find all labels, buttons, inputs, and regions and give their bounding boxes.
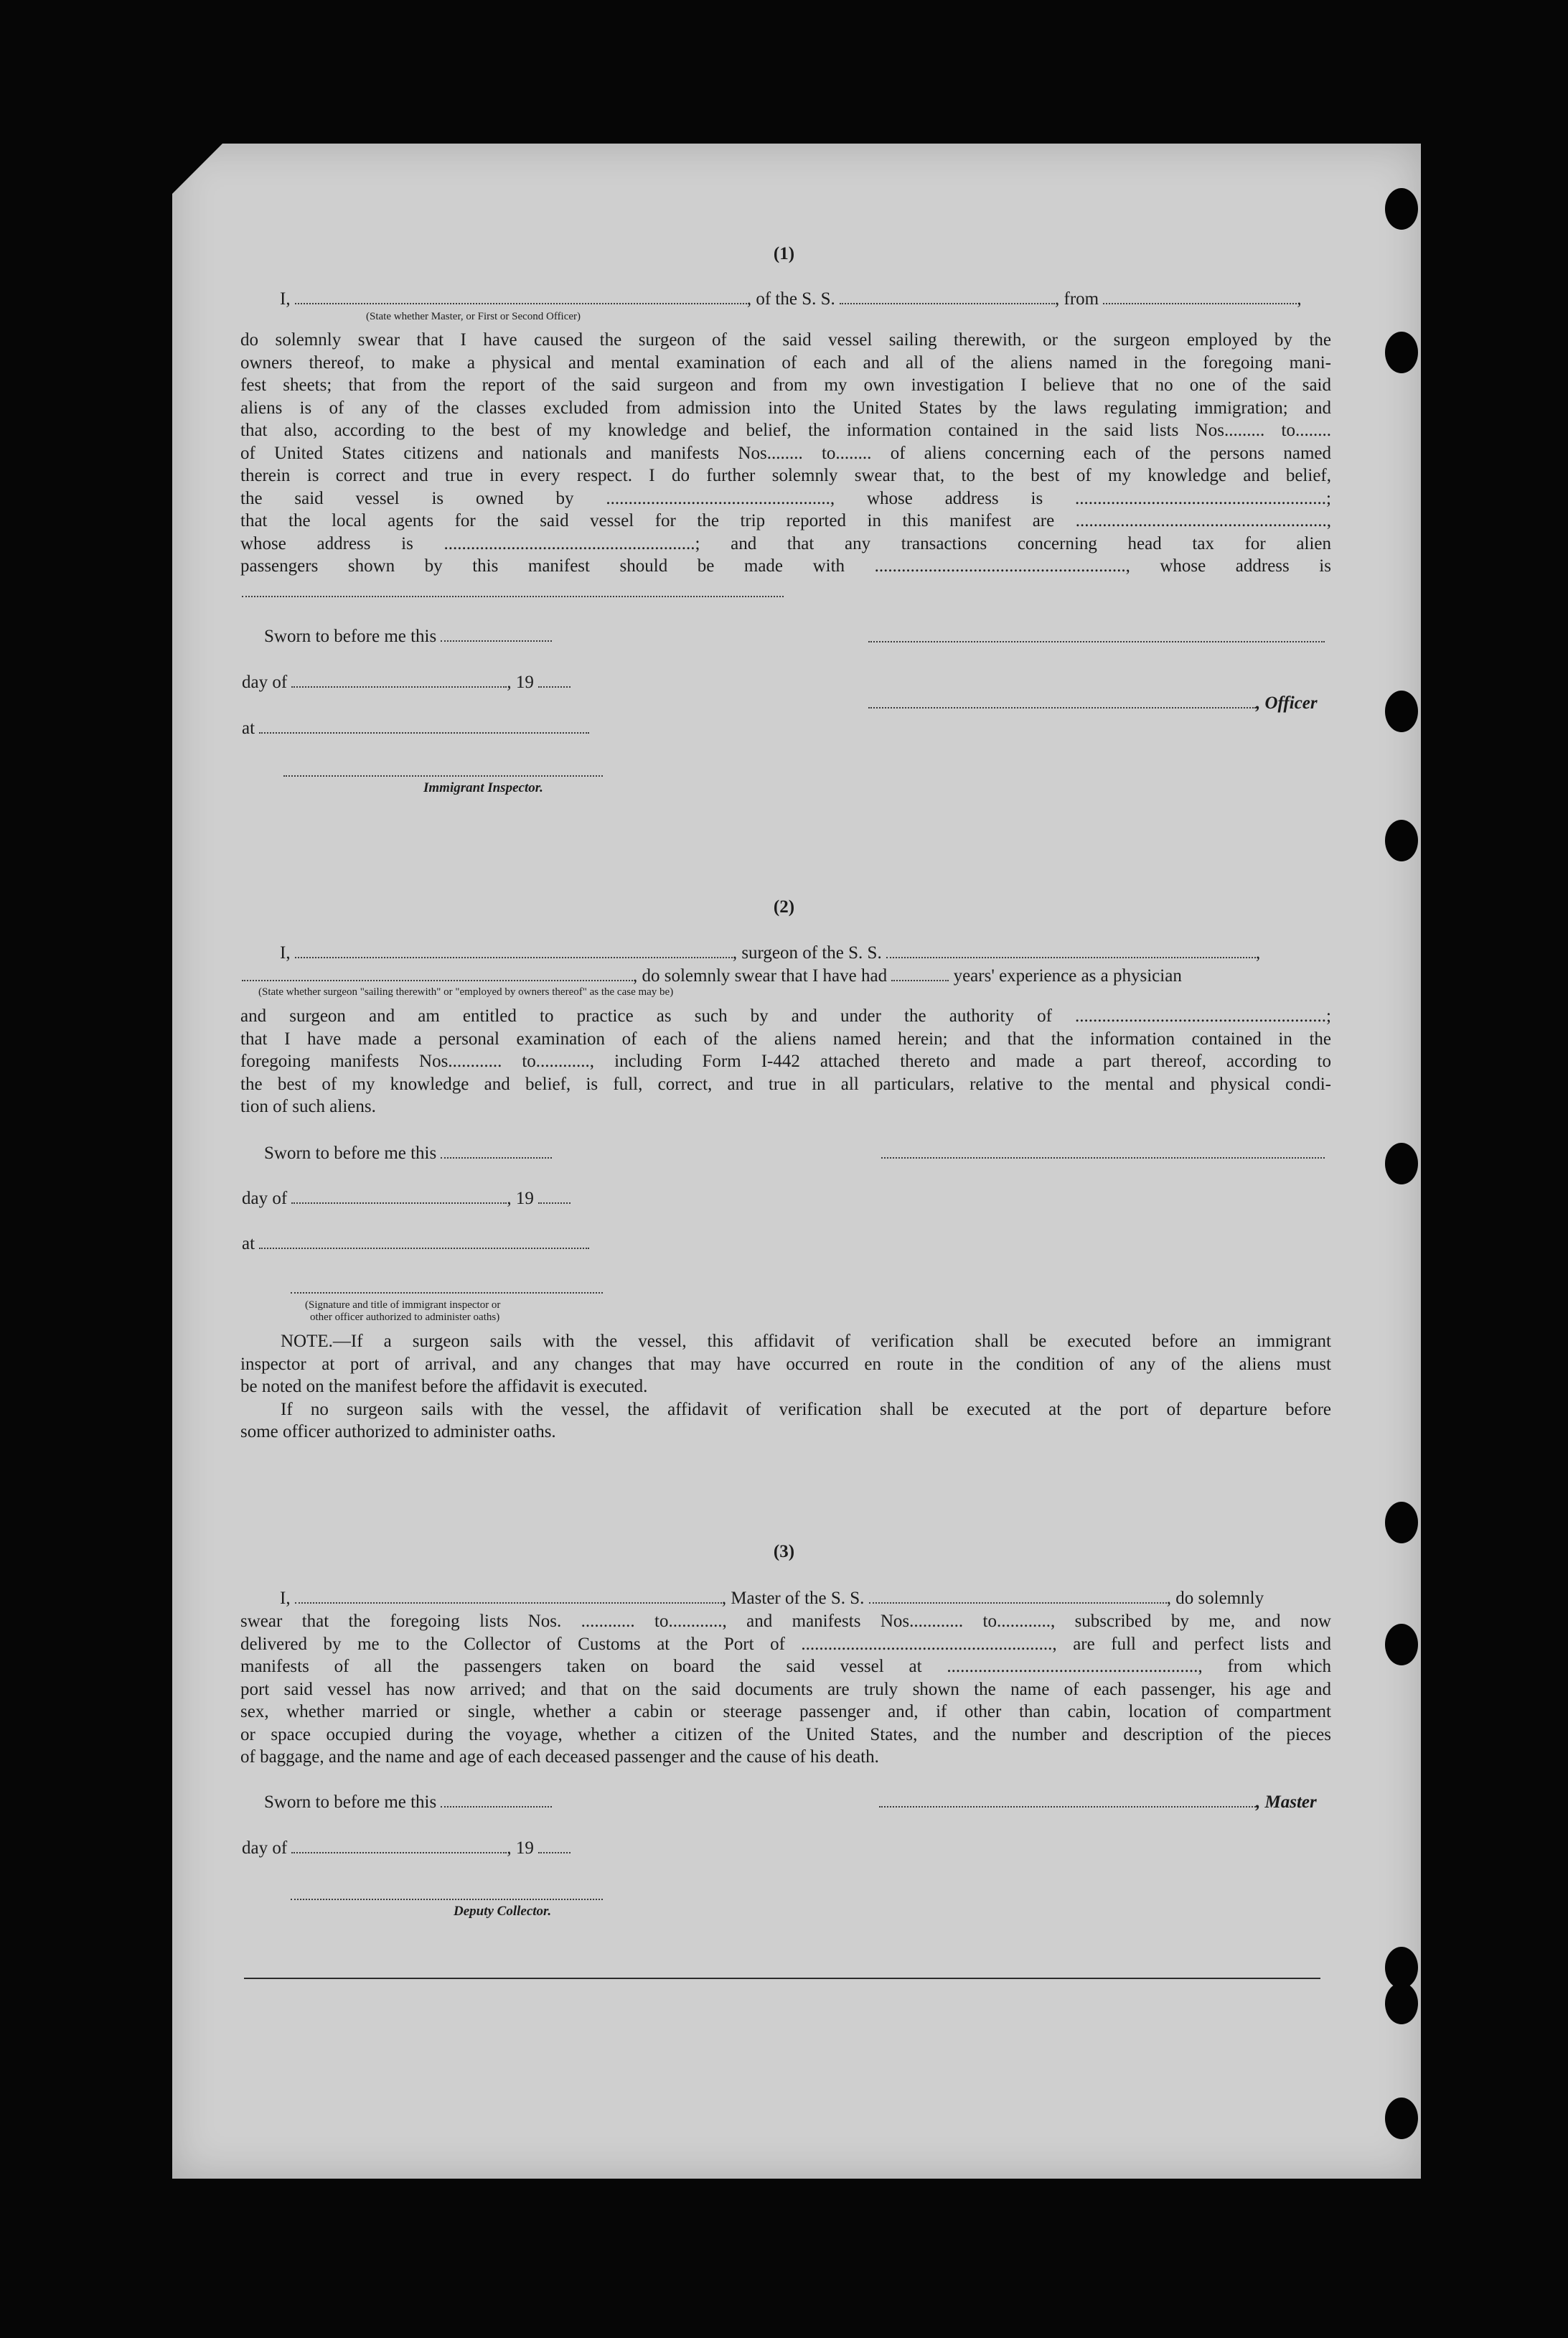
s2-day-line (242, 1188, 571, 1209)
s1-officer-label: , Officer (1256, 693, 1318, 713)
folded-corner (172, 144, 222, 194)
s2-note2-line: some officer authorized to administer oaths. (240, 1422, 556, 1441)
s3-dayof-label: day of (242, 1838, 288, 1858)
s3-year-field[interactable] (538, 1838, 571, 1853)
s2-end: , (1255, 943, 1261, 963)
punch-hole (1385, 2098, 1418, 2139)
s3-sworn-field[interactable] (441, 1792, 552, 1808)
s3-line: port said vessel has now arrived; and that on the said documents are truly shown the name of each passenger, his age and (240, 1679, 1331, 1699)
s3-master-sig-line (879, 1792, 1317, 1813)
s2-oath-paragraph (240, 1005, 1331, 1118)
s1-at-line (242, 718, 589, 739)
section-1-heading: (1) (773, 244, 795, 263)
section-2-heading: (2) (773, 897, 795, 917)
s2-swear-label: , do solemnly swear that I have had (633, 966, 888, 986)
s2-note2-line: If no surgeon sails with the vessel, the affidavit of verification shall be executed at the port of departure before (281, 1399, 1331, 1419)
s3-line: delivered by me to the Collector of Customs at the Port of ........................................................, are full and perfect lists and (240, 1634, 1331, 1654)
s2-dayof-label: day of (242, 1189, 288, 1208)
s1-officer-sig-line1[interactable] (868, 641, 1325, 642)
s2-note-line: be noted on the manifest before the affidavit is executed. (240, 1377, 648, 1396)
s1-line: passengers shown by this manifest should be made with ........................................................, whose address is (240, 556, 1331, 576)
s1-line: of United States citizens and nationals and manifests Nos........ to........ of aliens concerning each of the persons named (240, 443, 1331, 463)
s1-sworn-label: Sworn to before me this (264, 627, 437, 646)
punch-hole (1385, 1502, 1418, 1543)
punch-hole (1385, 188, 1418, 230)
s2-name-field[interactable] (295, 943, 733, 958)
s2-at-label: at (242, 1234, 255, 1253)
s1-oath-paragraph (240, 329, 1331, 578)
punch-hole (1385, 820, 1418, 861)
s3-collector-sig-line[interactable] (291, 1899, 603, 1900)
s3-line: of baggage, and the name and age of each deceased passenger and the cause of his death. (240, 1747, 879, 1767)
s2-years-label: years' experience as a physician (953, 966, 1182, 986)
s2-years-field[interactable] (891, 965, 949, 981)
s1-end: , (1297, 289, 1302, 309)
s1-at-label: at (242, 719, 255, 738)
punch-hole (1385, 1983, 1418, 2024)
s3-19-label: , 19 (507, 1838, 534, 1858)
s1-line: whose address is ........................................................; and that any transactions concerning head tax for alien (240, 533, 1331, 553)
s1-sworn-line (264, 626, 552, 647)
s2-note-line: NOTE.—If a surgeon sails with the vessel, this affidavit of verification shall be executed before an immigrant (281, 1332, 1331, 1351)
s1-officer-note: (State whether Master, or First or Second Officer) (366, 311, 581, 322)
s2-inspector-sig-line[interactable] (291, 1292, 603, 1294)
s2-surgeon-line (280, 943, 1260, 963)
s3-sworn-line (264, 1792, 552, 1813)
s2-vessel-field[interactable] (886, 943, 1256, 958)
punch-hole (1385, 1143, 1418, 1184)
s2-line: tion of such aliens. (240, 1097, 376, 1116)
s1-address-field[interactable] (242, 596, 784, 597)
s2-i: I, (280, 943, 291, 963)
s2-surgeon-sig-line[interactable] (881, 1157, 1325, 1159)
s2-ss-label: , surgeon of the S. S. (732, 943, 882, 963)
s2-sig-note-1: (Signature and title of immigrant inspector or (305, 1299, 501, 1311)
s2-surgeon-note: (State whether surgeon "sailing therewith" or "employed by owners thereof" as the case may be) (258, 986, 674, 998)
punch-hole (1385, 332, 1418, 373)
s1-year-field[interactable] (538, 672, 571, 688)
s1-at-field[interactable] (259, 718, 589, 734)
s1-inspector-caption: Immigrant Inspector. (423, 780, 543, 795)
s3-line: swear that the foregoing lists Nos. ............ to............, and manifests Nos............ to............, subscribed by me, and now (240, 1612, 1331, 1631)
s3-line: or space occupied during the voyage, whether a citizen of the United States, and the number and description of the pieces (240, 1724, 1331, 1744)
s1-officer-sig-field[interactable] (868, 693, 1256, 709)
s1-line: fest sheets; that from the report of the said surgeon and from my own investigation I believe that no one of the said (240, 375, 1331, 395)
s2-sworn-line (264, 1143, 552, 1164)
s1-officer-sig-line2 (868, 693, 1318, 714)
s1-line: the said vessel is owned by .................................................., whose address is ........................................................; (240, 488, 1331, 508)
s3-master-caption: , Master (1256, 1792, 1317, 1812)
s2-line: and surgeon and am entitled to practice as such by and under the authority of ........................................................; (240, 1006, 1331, 1026)
s1-line: therein is correct and true in every respect. I do further solemnly swear that, to the best of my knowledge and belief, (240, 466, 1331, 485)
s2-line: foregoing manifests Nos............ to............, including Form I-442 attached thereto and made a part thereof, according to (240, 1052, 1331, 1071)
s2-note-paragraph (240, 1330, 1331, 1444)
s1-sworn-field[interactable] (441, 626, 552, 642)
s1-line: owners thereof, to make a physical and mental examination of each and all of the aliens named in the foregoing mani- (240, 352, 1331, 373)
s2-swear-line (242, 965, 1182, 986)
bottom-rule (244, 1978, 1320, 1979)
s1-line: aliens is of any of the classes excluded from admission into the United States by the laws regulating immigration; and (240, 398, 1331, 418)
s3-i: I, (280, 1589, 291, 1608)
s3-solemn-label: , do solemnly (1166, 1589, 1264, 1608)
s1-dayof-label: day of (242, 673, 288, 692)
s3-deputy-caption: Deputy Collector. (454, 1904, 552, 1919)
s2-line: that I have made a personal examination of each of the aliens named herein; and that the information contained in the (240, 1029, 1331, 1049)
s3-name-field[interactable] (295, 1588, 722, 1604)
s2-year-field[interactable] (538, 1188, 571, 1204)
s3-master-label: , Master of the S. S. (721, 1589, 865, 1608)
s2-sig-note-2: other officer authorized to administer oaths) (310, 1311, 500, 1323)
s3-day-line (242, 1838, 571, 1858)
punch-hole (1385, 1624, 1418, 1665)
s3-master-line (280, 1588, 1264, 1609)
s3-master-sig-field[interactable] (879, 1792, 1256, 1808)
s1-ss-label: , of the S. S. (746, 289, 835, 309)
s3-day-field[interactable] (291, 1838, 507, 1853)
s3-line: sex, whether married or single, whether a cabin or steerage passenger and, if other than cabin, location of compartment (240, 1702, 1331, 1721)
s1-i: I, (280, 289, 291, 309)
s2-note-line: inspector at port of arrival, and any changes that may have occurred en route in the condition of any of the aliens must (240, 1354, 1331, 1374)
section-3-heading: (3) (773, 1542, 795, 1561)
s1-19-label: , 19 (507, 673, 534, 692)
s2-surgeon-type-field[interactable] (242, 965, 633, 981)
s2-sworn-label: Sworn to before me this (264, 1144, 437, 1163)
s1-from-label: , from (1055, 289, 1099, 309)
s2-day-field[interactable] (291, 1188, 507, 1204)
s2-sworn-field[interactable] (441, 1143, 552, 1159)
s3-sworn-label: Sworn to before me this (264, 1792, 437, 1812)
s3-oath-paragraph (240, 1610, 1331, 1769)
s1-from-field[interactable] (1103, 289, 1297, 304)
s1-line: that also, according to the best of my knowledge and belief, the information contained in the said lists Nos......... to........ (240, 421, 1331, 440)
s1-line: do solemnly swear that I have caused the surgeon of the said vessel sailing therewith, or the surgeon employed by the (240, 330, 1331, 350)
punch-hole (1385, 691, 1418, 732)
s2-at-field[interactable] (259, 1233, 589, 1249)
s1-day-line (242, 672, 571, 693)
s2-19-label: , 19 (507, 1189, 534, 1208)
s2-at-line (242, 1233, 589, 1254)
s1-line: that the local agents for the said vessel for the trip reported in this manifest are ........................................................, (240, 511, 1331, 530)
s3-vessel-field[interactable] (869, 1588, 1167, 1604)
s1-officer-line (280, 289, 1302, 309)
s1-vessel-field[interactable] (840, 289, 1055, 304)
s1-name-field[interactable] (295, 289, 747, 304)
s1-day-field[interactable] (291, 672, 507, 688)
s2-line: the best of my knowledge and belief, is full, correct, and true in all particulars, relative to the mental and physical condi- (240, 1074, 1331, 1094)
s1-inspector-sig-line[interactable] (283, 775, 603, 777)
s3-line: manifests of all the passengers taken on board the said vessel at ........................................................, from which (240, 1657, 1331, 1676)
